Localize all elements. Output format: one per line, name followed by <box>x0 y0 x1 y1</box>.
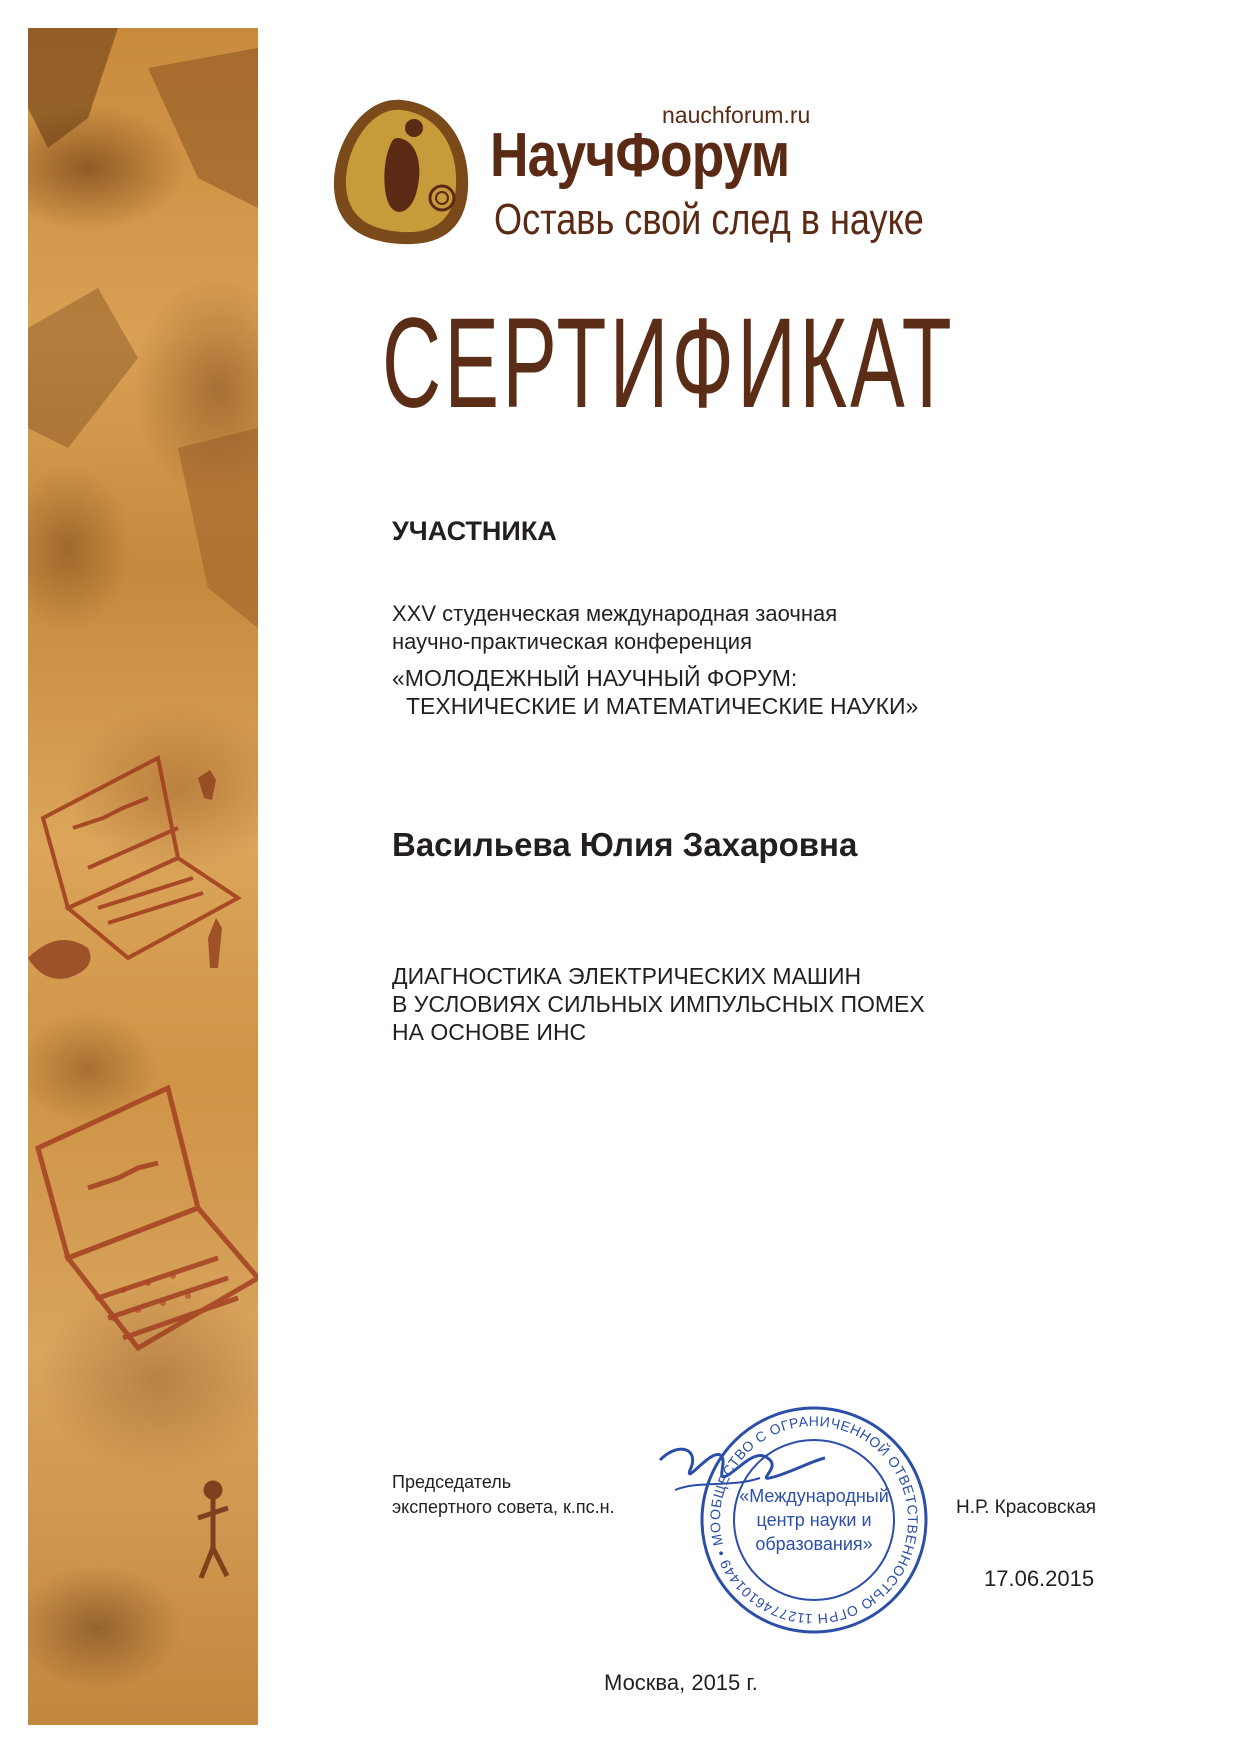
conference-description <box>392 600 837 656</box>
city-year: Москва, 2015 г. <box>604 1670 758 1695</box>
forum-line: ТЕХНИЧЕСКИЕ И МАТЕМАТИЧЕСКИЕ НАУКИ» <box>406 693 919 719</box>
decorative-strip <box>28 28 258 1725</box>
forum-title <box>392 664 918 720</box>
conference-line: научно-практическая конференция <box>392 629 753 654</box>
nauchforum-logo <box>332 98 472 248</box>
paper-line: ДИАГНОСТИКА ЭЛЕКТРИЧЕСКИХ МАШИН <box>392 963 862 989</box>
stamp-center-line: центр науки и <box>756 1510 872 1530</box>
signature <box>650 1430 830 1510</box>
paper-title <box>392 962 925 1046</box>
logo-url: nauchforum.ru <box>662 102 811 128</box>
participant-name: Васильева Юлия Захаровна <box>392 826 858 863</box>
stamp-ring-text: ОБЩЕСТВО С ОГРАНИЧЕННОЙ ОТВЕТСТВЕННОСТЬЮ ОГРН 1127746101449 • МО <box>706 1412 922 1628</box>
conference-line: XXV студенческая международная заочная <box>392 601 838 626</box>
rock-art-illustration <box>28 28 258 1725</box>
forum-line: «МОЛОДЕЖНЫЙ НАУЧНЫЙ ФОРУМ: <box>392 665 798 691</box>
chair-line: экспертного совета, к.пс.н. <box>392 1497 615 1517</box>
issue-date: 17.06.2015 <box>984 1566 1095 1591</box>
paper-line: НА ОСНОВЕ ИНС <box>392 1019 587 1045</box>
stamp-center-line: «Международный <box>739 1486 889 1506</box>
signer-name: Н.Р. Красовская <box>956 1497 1097 1518</box>
certificate-title: СЕРТИФИКАТ <box>382 292 955 435</box>
logo-name: НаучФорум <box>490 121 790 190</box>
logo-slogan: Оставь свой след в науке <box>494 195 924 244</box>
paper-line: В УСЛОВИЯХ СИЛЬНЫХ ИМПУЛЬСНЫХ ПОМЕХ <box>392 991 925 1017</box>
chair-title <box>392 1470 615 1520</box>
chair-line: Председатель <box>392 1472 512 1492</box>
certificate-role: УЧАСТНИКА <box>392 516 557 546</box>
stamp-center-line: образования» <box>755 1534 873 1554</box>
